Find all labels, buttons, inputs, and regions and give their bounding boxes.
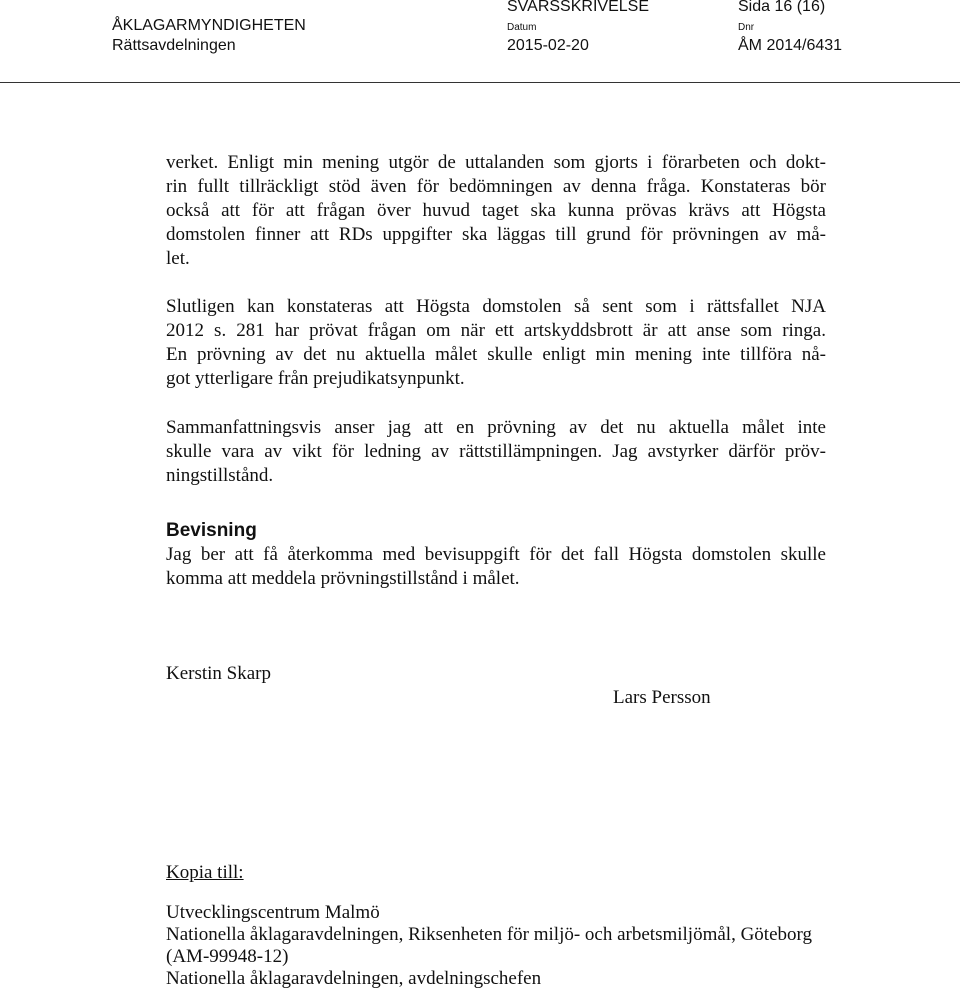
paragraph-line: rin fullt tillräckligt stöd även för bedömningen av denna fråga. Konstateras bör	[166, 176, 826, 197]
paragraph-1	[166, 151, 826, 271]
paragraph-line: got ytterligare från prejudikatsynpunkt.	[166, 368, 465, 389]
paragraph-line: Sammanfattningsvis anser jag att en prövning av det nu aktuella målet inte	[166, 417, 826, 438]
signature-lars-persson: Lars Persson	[613, 687, 711, 708]
paragraph-line: Jag ber att få återkomma med bevisuppgift för det fall Högsta domstolen skulle	[166, 544, 826, 565]
document-date: 2015-02-20	[507, 37, 589, 54]
page-number: Sida 16 (16)	[738, 0, 826, 15]
paragraph-line: skulle vara av vikt för ledning av rättstillämpningen. Jag avstyrker därför pröv-	[166, 441, 826, 462]
authority-name: ÅKLAGARMYNDIGHETEN	[112, 17, 306, 34]
paragraph-line: En prövning av det nu aktuella målet skulle enligt min mening inte tillföra nå-	[166, 344, 826, 365]
paragraph-line: 2012 s. 281 har prövat frågan om när ett artskyddsbrott är att anse som ringa.	[166, 320, 826, 341]
date-label: Datum	[507, 22, 537, 33]
copy-recipient: Nationella åklagaravdelningen, avdelningschefen	[166, 968, 542, 989]
copy-recipient: Nationella åklagaravdelningen, Riksenheten för miljö- och arbetsmiljömål, Göteborg	[166, 924, 812, 945]
copy-recipient: Utvecklingscentrum Malmö	[166, 902, 380, 923]
copies-list	[166, 902, 846, 990]
header-divider	[0, 82, 960, 83]
copies-label: Kopia till:	[166, 862, 244, 883]
paragraph-line: ningstillstånd.	[166, 465, 274, 486]
paragraph-2	[166, 295, 826, 391]
dnr-number: ÅM 2014/6431	[738, 37, 843, 54]
paragraph-line: let.	[166, 248, 190, 269]
evidence-paragraph	[166, 543, 826, 591]
paragraph-line: domstolen finner att RDs uppgifter ska läggas till grund för prövningen av må-	[166, 224, 826, 245]
signature-kerstin-skarp: Kerstin Skarp	[166, 663, 272, 684]
paragraph-line: komma att meddela prövningstillstånd i målet.	[166, 568, 520, 589]
paragraph-line: också att för att frågan över huvud taget ska kunna prövas krävs att Högsta	[166, 200, 826, 221]
paragraph-3	[166, 416, 826, 488]
dnr-label: Dnr	[738, 22, 755, 33]
copy-recipient: (AM-99948-12)	[166, 946, 289, 967]
paragraph-line: verket. Enligt min mening utgör de uttalanden som gjorts i förarbeten och dokt-	[166, 152, 826, 173]
department-name: Rättsavdelningen	[112, 37, 236, 54]
evidence-heading: Bevisning	[166, 520, 257, 541]
document-type: SVARSSKRIVELSE	[507, 0, 649, 15]
paragraph-line: Slutligen kan konstateras att Högsta domstolen så sent som i rättsfallet NJA	[166, 296, 826, 317]
